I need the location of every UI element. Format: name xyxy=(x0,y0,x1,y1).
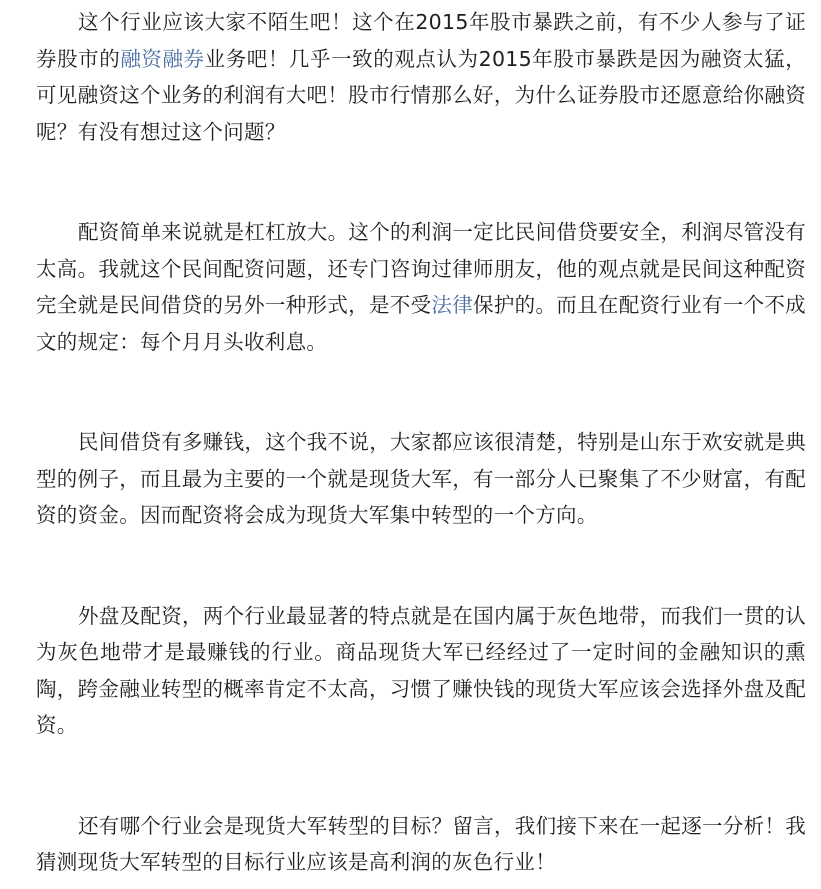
paragraph-2 xyxy=(36,214,806,360)
paragraph-5-text: 还有哪个行业会是现货大军转型的目标？留言，我们接下来在一起逐一分析！我猜测现货大军转型的目标行业应该是高利润的灰色行业！ xyxy=(36,813,806,874)
margin-trading-link[interactable]: 融资融券 xyxy=(120,46,205,71)
paragraph-2-text-2: 保护的。而且在配资行业有一个不成文的规定：每个月月头收利息。 xyxy=(36,293,806,354)
paragraph-4 xyxy=(36,598,806,744)
paragraph-4-text: 外盘及配资，两个行业最显著的特点就是在国内属于灰色地带，而我们一贯的认为灰色地带才是最赚钱的行业。商品现货大军已经经过了一定时间的金融知识的熏陶，跨金融业转型的概率肯定不太高，习惯了赚快钱的现货大军应该会选择外盘及配资。 xyxy=(36,603,806,737)
paragraph-3 xyxy=(36,424,806,534)
paragraph-1-text-1: 这个行业应该大家不陌生吧！这个在2015年股市暴跌之前，有不少人参与了证券股市的 xyxy=(36,10,806,71)
paragraph-5 xyxy=(36,808,806,881)
law-link[interactable]: 法律 xyxy=(431,293,474,317)
paragraph-2-text-1: 配资简单来说就是杠杠放大。这个的利润一定比民间借贷要安全，利润尽管没有太高。我就这个民间配资问题，还专门咨询过律师朋友，他的观点就是民间这种配资完全就是民间借贷的另外一种形式，是不受 xyxy=(36,220,806,317)
article-body xyxy=(36,0,806,877)
paragraph-1-text-2: 业务吧！几乎一致的观点认为2015年股市暴跌是因为融资太猛，可见融资这个业务的利润有大吧！股市行情那么好，为什么证券股市还愿意给你融资呢？有没有想过这个问题？ xyxy=(36,46,806,144)
paragraph-1 xyxy=(36,4,806,150)
paragraph-3-text: 民间借贷有多赚钱，这个我不说，大家都应该很清楚，特别是山东于欢安就是典型的例子，而且最为主要的一个就是现货大军，有一部分人已聚集了不少财富，有配资的资金。因而配资将会成为现货大军集中转型的一个方向。 xyxy=(36,430,806,527)
